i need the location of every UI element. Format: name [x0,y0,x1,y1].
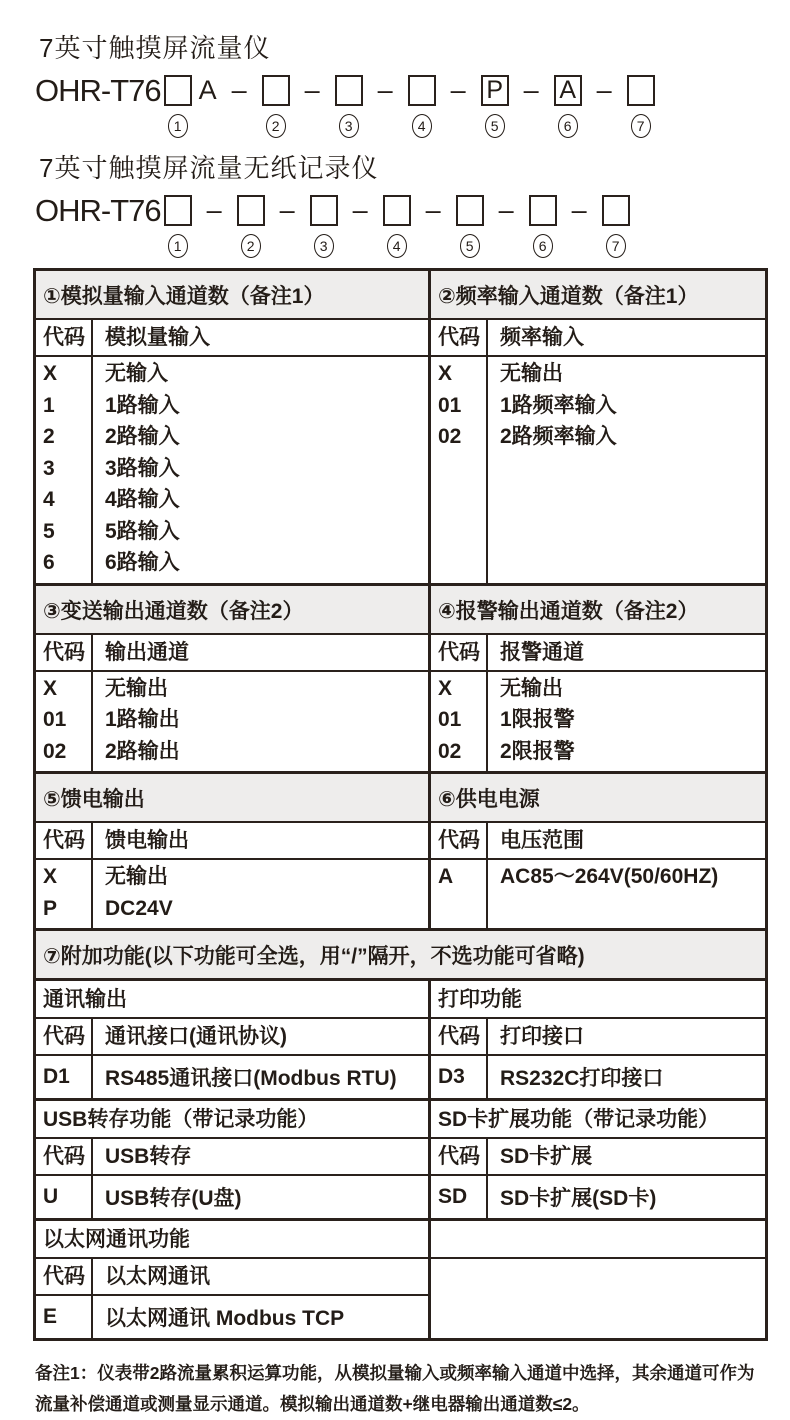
model-segment-top [554,74,582,107]
desc-cell: 1路输入 [105,393,180,417]
position-number: 1 [168,114,188,138]
model-segment [408,74,436,138]
position-number: 3 [339,114,359,138]
model-block [33,28,768,138]
column-header-row [36,633,765,670]
desc-cell: 2路输出 [105,739,180,763]
code-header-cell: 代码 [431,635,488,670]
section-title: ④报警输出通道数（备注2） [438,599,699,623]
code-cell: 4 [43,488,55,511]
code-header-cell: 代码 [36,635,93,670]
desc-header-cell: SD卡扩展 [500,1145,593,1168]
model-segment-top [383,194,411,227]
desc-header-cell: 以太网通讯 [105,1265,210,1288]
desc-header-cell: 模拟量输入 [105,326,210,349]
product-title: 7英寸触摸屏流量仪 [39,33,271,63]
model-prefix: OHR-T76 [35,73,161,108]
desc-header-cell: 电压范围 [500,829,584,852]
desc-cell: 1限报警 [500,708,575,731]
footnote-line: 备注1：仪表带2路流量累积运算功能，从模拟量输入或频率输入通道中选择，其余通道可作为 [35,1363,755,1383]
model-segment [529,194,557,258]
position-number: 2 [266,114,286,138]
code-cell: X [438,676,453,700]
model-segment [164,194,192,258]
section-header-row [36,771,765,821]
model-code-box [335,75,363,106]
model-segment-top [237,194,265,227]
desc-column [93,357,428,583]
desc-cell: AC85～264V(50/60HZ) [500,865,719,888]
section-title: ③变送输出通道数（备注2） [43,599,304,623]
right-half [428,320,765,355]
product-title: 7英寸触摸屏流量无纸记录仪 [39,153,379,183]
column-header-row [36,821,765,858]
dash-separator: – [377,75,393,105]
model-segment-top [335,74,363,107]
model-segment [335,74,363,138]
desc-cell: 以太网通讯 Modbus TCP [105,1307,345,1330]
desc-cell: 无输入 [105,362,168,385]
desc-cell: 2路输入 [105,425,180,448]
model-segment-top [627,74,655,107]
code-column [431,860,488,928]
code-header-cell: 代码 [36,320,93,355]
right-half [428,357,765,583]
cell-pair [36,635,428,670]
desc-header-cell: 输出通道 [105,640,189,664]
dash-separator: – [279,195,295,225]
cell-pair [36,672,428,772]
dash-separator: – [231,75,247,105]
code-column [36,672,93,772]
desc-header-cell: 频率输入 [500,326,584,349]
desc-column [488,672,765,772]
code-cell: 01 [43,708,67,731]
right-half [428,1019,765,1054]
code-cell: D1 [36,1056,93,1098]
model-segment [456,194,484,258]
position-number: 7 [631,114,651,138]
left-half [36,586,428,633]
model-suffix-letter: A [198,75,217,105]
section-title: ⑥供电电源 [438,788,540,811]
cell-pair [36,1019,428,1054]
subsection-title: 以太网通讯功能 [43,1228,190,1251]
code-options-row [36,670,765,772]
desc-cell: 1路频率输入 [500,393,617,417]
desc-header-cell: USB转存 [105,1145,192,1168]
model-code-diagrams [33,28,768,258]
desc-column [488,357,765,583]
model-code-box [164,195,192,226]
section-header-row [36,271,765,318]
model-segment-top [408,74,436,107]
code-header-cell: 代码 [36,1259,93,1294]
model-code-box: A [554,75,582,106]
left-half [36,774,428,821]
cell-pair [36,823,428,858]
desc-cell: 6路输入 [105,551,180,574]
cell-pair [36,320,428,355]
desc-column [93,860,428,928]
desc-cell: SD卡扩展(SD卡) [500,1187,657,1210]
left-half [36,1101,428,1137]
dash-separator: – [498,195,514,225]
model-segment-top [164,194,192,227]
model-segment-top [529,194,557,227]
code-cell: 5 [43,519,55,543]
code-column [36,860,93,928]
code-cell: U [36,1176,93,1218]
desc-cell: 无输出 [105,676,168,700]
cell-pair [431,1019,765,1054]
cell-pair [36,1139,428,1174]
code-options-row [36,355,765,583]
code-cell: X [43,676,58,700]
code-column [431,672,488,772]
model-segment-top [164,74,217,107]
position-number: 1 [168,234,188,258]
model-segment [383,194,411,258]
position-number: 2 [241,234,261,258]
code-header-cell: 代码 [431,1139,488,1174]
code-cell: 1 [43,393,55,417]
code-option-row [36,1174,765,1218]
subsection-header-row [36,978,765,1017]
empty-cell [431,1257,765,1338]
model-segment [602,194,630,258]
dash-separator: – [450,75,466,105]
left-half [36,981,428,1017]
code-cell: E [36,1296,93,1338]
right-half [428,1221,765,1338]
desc-cell: 无输出 [105,865,168,888]
model-code-box [164,75,192,106]
desc-cell: DC24V [105,896,173,920]
code-cell: X [43,865,58,888]
left-half [36,1139,428,1174]
desc-cell: 无输出 [500,362,563,385]
code-column [36,357,93,583]
dash-separator: – [206,195,222,225]
desc-header-cell: 打印接口 [500,1025,584,1048]
model-prefix: OHR-T76 [35,193,161,228]
left-half [36,357,428,583]
code-cell: 01 [438,708,462,731]
right-half [428,774,765,821]
code-option-row [36,1054,765,1098]
code-cell: D3 [431,1056,488,1098]
model-code-box [262,75,290,106]
model-code-line [35,74,768,138]
code-cell: 02 [438,739,462,763]
model-segment [237,194,265,258]
desc-cell: 2路频率输入 [500,425,617,448]
empty-cell [431,1221,765,1257]
code-cell: P [43,896,58,920]
model-code-box [529,195,557,226]
model-segment-top [310,194,338,227]
code-options-row [36,858,765,928]
right-half [428,1101,765,1137]
model-block [33,148,768,258]
position-number: 5 [460,234,480,258]
position-number: 7 [606,234,626,258]
column-header-row [36,318,765,355]
ordering-spec-table [33,268,768,1341]
model-code-box [383,195,411,226]
code-cell: 2 [43,425,55,448]
desc-cell: 无输出 [500,676,563,700]
dash-separator: – [596,75,612,105]
column-header-row [36,1017,765,1054]
model-segment-top [602,194,630,227]
desc-column [488,860,765,928]
column-header-row [36,1257,428,1294]
code-cell: SD [431,1176,488,1218]
code-header-cell: 代码 [36,1019,93,1054]
model-code-box [627,75,655,106]
cell-pair [36,860,428,928]
cell-pair [36,1176,428,1218]
code-option-row [36,1294,428,1338]
cell-pair [431,1176,765,1218]
left-half [36,1019,428,1054]
code-cell: 3 [43,456,55,480]
dash-separator: – [304,75,320,105]
desc-cell: 1路输出 [105,708,180,731]
cell-pair [431,357,765,583]
code-cell: 6 [43,551,55,574]
left-half [36,672,428,772]
desc-cell: 3路输入 [105,456,180,480]
desc-cell: 5路输入 [105,519,180,543]
position-number: 6 [558,114,578,138]
model-segment [262,74,290,138]
cell-pair [431,860,765,928]
section-title: ①模拟量输入通道数（备注1） [43,285,325,308]
right-half [428,1139,765,1174]
cell-pair [431,1139,765,1174]
subsection-title: 通讯输出 [43,988,127,1011]
model-segment [627,74,655,138]
subsection-title: 打印功能 [438,988,522,1011]
cell-pair [431,635,765,670]
dash-separator: – [352,195,368,225]
desc-header-cell: 报警通道 [500,640,584,664]
right-half [428,823,765,858]
desc-column [93,672,428,772]
desc-cell: USB转存(U盘) [105,1187,242,1210]
dash-separator: – [425,195,441,225]
right-half [428,672,765,772]
right-half [428,635,765,670]
code-cell: 02 [438,425,462,448]
model-code-box [602,195,630,226]
right-half [428,981,765,1017]
right-half [428,1176,765,1218]
cell-pair [431,672,765,772]
section-title: ⑤馈电输出 [43,788,145,811]
section-header-row [36,928,765,978]
code-column [431,357,488,583]
code-cell: 02 [43,739,67,763]
model-segment-top [456,194,484,227]
code-cell: X [43,362,58,385]
left-half [36,635,428,670]
dash-separator: – [523,75,539,105]
left-half [36,1056,428,1098]
desc-cell: RS232C打印接口 [500,1067,664,1090]
footnote-line: 流量补偿通道或测量显示通道。模拟输出通道数+继电器输出通道数≤2。 [35,1394,590,1414]
left-half [36,271,428,318]
position-number: 5 [485,114,505,138]
model-code-line [35,194,768,258]
code-cell: 01 [438,393,462,417]
model-code-box: P [481,75,509,106]
model-code-box [310,195,338,226]
cell-pair [36,357,428,583]
code-header-cell: 代码 [431,823,488,858]
subsection-header-row [36,1098,765,1137]
model-code-box [408,75,436,106]
column-header-row [36,1137,765,1174]
model-segment-top [481,74,509,107]
model-segment [481,74,509,138]
section-header-row [36,583,765,633]
ethernet-section-row [36,1218,765,1338]
desc-cell: RS485通讯接口(Modbus RTU) [105,1067,397,1090]
code-header-cell: 代码 [36,1139,93,1174]
code-header-cell: 代码 [431,320,488,355]
left-half [36,1221,428,1338]
right-half [428,860,765,928]
position-number: 6 [533,234,553,258]
subsection-title: USB转存功能（带记录功能） [43,1108,319,1131]
right-half [428,586,765,633]
cell-pair [36,1056,428,1098]
right-half [428,271,765,318]
code-cell: A [438,865,454,888]
code-cell: X [438,362,453,385]
cell-pair [431,320,765,355]
left-half [36,823,428,858]
desc-header-cell: 通讯接口(通讯协议) [105,1025,287,1048]
desc-header-cell: 馈电输出 [105,829,189,852]
code-header-cell: 代码 [431,1019,488,1054]
position-number: 3 [314,234,334,258]
code-header-cell: 代码 [36,823,93,858]
footnote [35,1358,768,1420]
model-code-box [237,195,265,226]
left-half [36,1176,428,1218]
section-title: ②频率输入通道数（备注1） [438,285,699,308]
model-code-box [456,195,484,226]
model-segment [554,74,582,138]
model-segment [310,194,338,258]
desc-cell: 2限报警 [500,739,575,763]
model-segment [164,74,217,138]
cell-pair [431,823,765,858]
dash-separator: – [571,195,587,225]
right-half [428,1056,765,1098]
position-number: 4 [412,114,432,138]
left-half [36,860,428,928]
subsection-title: SD卡扩展功能（带记录功能） [438,1108,720,1131]
section-title: ⑦附加功能(以下功能可全选，用“/”隔开，不选功能可省略) [43,945,585,968]
desc-cell: 4路输入 [105,488,180,511]
model-segment-top [262,74,290,107]
position-number: 4 [387,234,407,258]
cell-pair [431,1056,765,1098]
left-half [36,320,428,355]
